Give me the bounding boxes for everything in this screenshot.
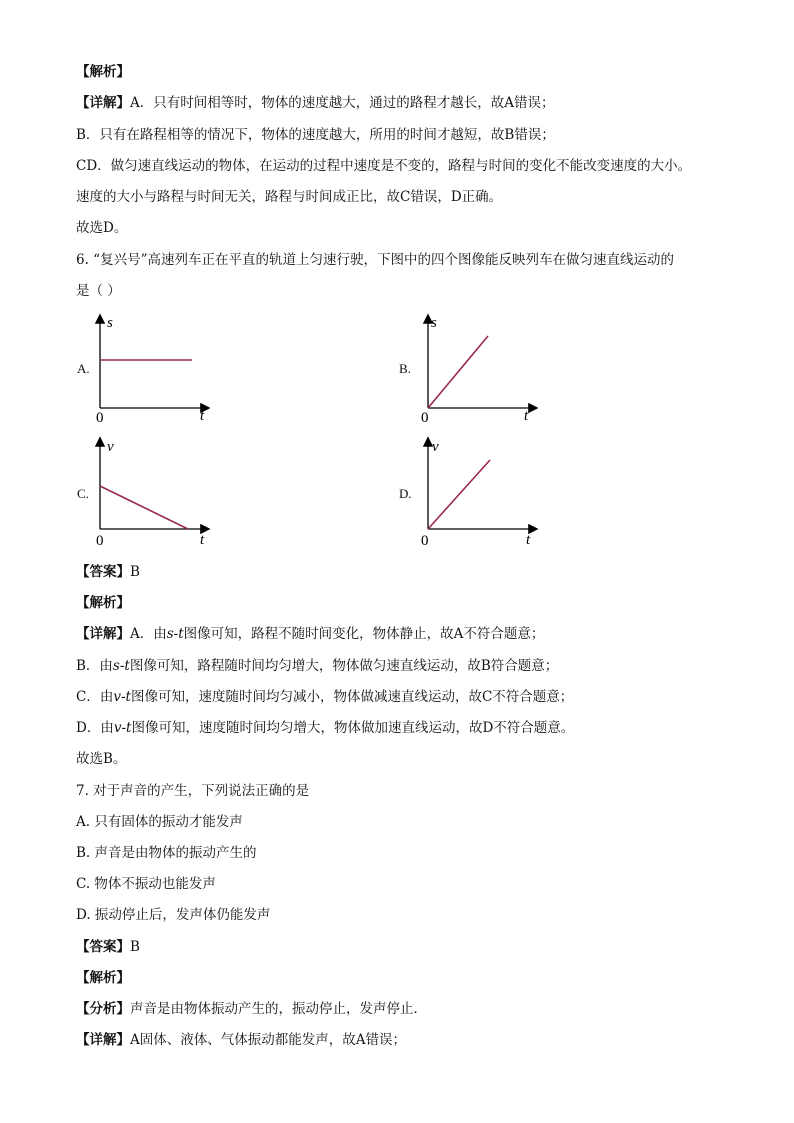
detail-text: 图像可知，速度随时间均匀增大，物体做加速直线运动，故D不符合题意。	[131, 720, 575, 736]
answer-tag: 【答案】	[76, 564, 130, 580]
analysis-sub-tag: 【分析】	[76, 1001, 130, 1017]
graph-c	[92, 437, 222, 552]
x-axis-label: t	[526, 532, 531, 548]
detail-line-a	[76, 625, 544, 643]
option-c	[76, 875, 216, 893]
detail-line-b	[76, 657, 558, 675]
y-axis-label: s	[431, 315, 437, 331]
detail-text: C．由	[76, 689, 114, 705]
detail-tag: 【详解】	[76, 626, 130, 642]
option-b	[76, 844, 257, 862]
question-text: 7. 对于声音的产生，下列说法正确的是	[76, 783, 310, 799]
detail-text: A．由	[130, 626, 167, 642]
answer-value: B	[130, 939, 140, 955]
option-a-label: A.	[77, 361, 90, 376]
detail-text: B．由	[76, 658, 113, 674]
option-text: D. 振动停止后，发声体仍能发声	[76, 907, 271, 923]
x-axis-label: t	[200, 408, 205, 424]
option-c-label: C.	[77, 486, 89, 501]
graph-symbol: s-t	[166, 626, 184, 642]
option-b-label: B.	[399, 361, 411, 376]
question-6-stem	[76, 251, 674, 269]
analysis-tag: 【解析】	[76, 595, 130, 611]
analysis-heading	[76, 969, 130, 987]
option-d-label: D.	[399, 486, 412, 501]
graph-line	[100, 486, 188, 529]
y-axis-label: v	[107, 439, 114, 455]
graph-line	[428, 460, 490, 529]
question-6-stem-2	[76, 282, 121, 300]
answer-value: B	[130, 564, 140, 580]
detail-line-cd-2	[76, 188, 502, 206]
conclusion	[76, 219, 127, 237]
detail-text: 图像可知，路程随时间均匀增大，物体做匀速直线运动，故B符合题意；	[129, 658, 559, 674]
detail-line-cd-1	[76, 157, 691, 175]
graph-symbol: v-t	[113, 689, 131, 705]
detail-line-b	[76, 126, 555, 144]
question-7-stem	[76, 782, 309, 800]
origin-label: 0	[96, 533, 104, 549]
analysis-heading	[76, 63, 130, 81]
graph-d	[420, 437, 550, 552]
option-text: B. 声音是由物体的振动产生的	[76, 845, 257, 861]
answer-line	[76, 938, 140, 956]
graph-a	[92, 312, 222, 427]
detail-line-c	[76, 688, 573, 706]
analysis-tag: 【解析】	[76, 64, 130, 80]
detail-line-a	[76, 94, 555, 112]
origin-label: 0	[421, 410, 429, 426]
detail-text: A．只有时间相等时，物体的速度越大，通过的路程才越长，故A错误；	[130, 95, 555, 111]
detail-text: A固体、液体、气体振动都能发声，故A错误；	[130, 1032, 406, 1048]
option-text: C. 物体不振动也能发声	[76, 876, 216, 892]
option-d	[76, 906, 270, 924]
detail-text: 图像可知，速度随时间均匀减小，物体做减速直线运动，故C不符合题意；	[130, 689, 574, 705]
analysis-text: 声音是由物体振动产生的，振动停止，发声停止．	[130, 1001, 427, 1017]
answer-tag: 【答案】	[76, 939, 130, 955]
detail-line-a	[76, 1031, 406, 1049]
x-axis-label: t	[200, 532, 205, 548]
option-a	[76, 813, 243, 831]
conclusion-text: 故选B。	[76, 751, 127, 767]
detail-text: CD．做匀速直线运动的物体，在运动的过程中速度是不变的，路程与时间的变化不能改变速度的大小。	[76, 158, 692, 174]
detail-text: B．只有在路程相等的情况下，物体的速度越大，所用的时间才越短，故B错误；	[76, 127, 555, 143]
conclusion	[76, 750, 126, 768]
analysis-line	[76, 1000, 427, 1018]
origin-label: 0	[421, 533, 429, 549]
detail-line-d	[76, 719, 574, 737]
graph-symbol: s-t	[112, 658, 130, 674]
option-text: A. 只有固体的振动才能发声	[76, 814, 243, 830]
analysis-tag: 【解析】	[76, 970, 130, 986]
x-axis-label: t	[524, 408, 529, 424]
question-text: 6. “复兴号”高速列车正在平直的轨道上匀速行驶，下图中的四个图像能反映列车在做匀速直线运动的	[76, 252, 674, 268]
graph-symbol: v-t	[113, 720, 132, 736]
analysis-heading	[76, 594, 130, 612]
graph-b	[420, 312, 550, 427]
y-axis-label: v	[432, 439, 439, 455]
detail-text: 图像可知，路程不随时间变化，物体静止，故A不符合题意；	[183, 626, 545, 642]
detail-tag: 【详解】	[76, 95, 130, 111]
detail-text: 速度的大小与路程与时间无关，路程与时间成正比，故C错误，D正确。	[76, 189, 503, 205]
detail-tag: 【详解】	[76, 1032, 130, 1048]
graph-line	[428, 336, 488, 408]
conclusion-text: 故选D。	[76, 220, 128, 236]
detail-text: D．由	[76, 720, 114, 736]
origin-label: 0	[96, 410, 104, 426]
question-text: 是（ ）	[76, 283, 121, 299]
y-axis-label: s	[107, 315, 113, 331]
answer-line	[76, 563, 140, 581]
